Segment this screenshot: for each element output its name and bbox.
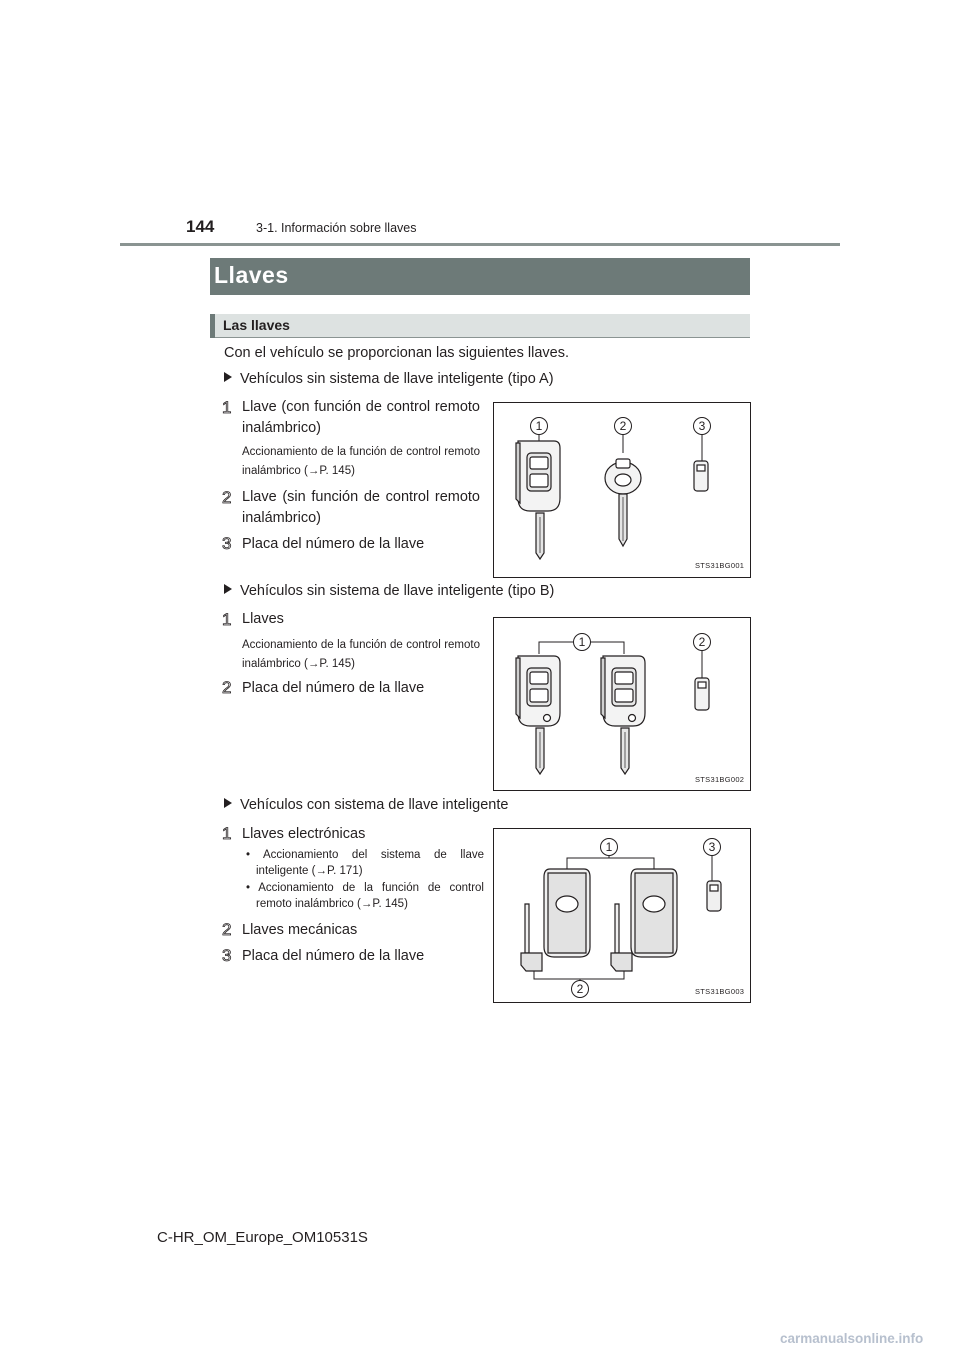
smart-keys-illustration [494, 829, 750, 1002]
bullet-text: Accionamiento del sistema de llave inteligente (→P. 171) [256, 849, 484, 877]
subtitle-band [210, 314, 750, 338]
callout-3: 3 [698, 419, 706, 433]
title-band [210, 258, 750, 295]
number-3-icon [219, 533, 235, 553]
figure-code: STS31BG003 [695, 987, 745, 996]
triangle-bullet-icon [224, 372, 232, 382]
figure-keys-type-a [493, 402, 751, 578]
callout-2: 2 [698, 635, 706, 649]
number-2-icon [219, 677, 235, 697]
group-b-heading-text: Vehículos sin sistema de llave inteligente (tipo B) [240, 583, 555, 599]
group-b-heading [224, 583, 554, 599]
svg-text:2: 2 [222, 488, 232, 507]
svg-text:1: 1 [222, 610, 232, 629]
group-c-item-3: Placa del número de la llave [242, 948, 425, 964]
group-c-item-1: Llaves electrónicas [242, 826, 366, 842]
intro-text: Con el vehículo se proporcionan las siguientes llaves. [224, 345, 569, 361]
document-footer: C-HR_OM_Europe_OM10531S [157, 1229, 368, 1246]
group-a-item-1-note: Accionamiento de la función de control remoto inalámbrico (→P. 145) [242, 446, 480, 477]
callout-2: 2 [576, 982, 584, 996]
number-3-icon [219, 945, 235, 965]
keys-type-b-illustration [494, 618, 750, 790]
triangle-bullet-icon [224, 584, 232, 594]
callout-3: 3 [708, 840, 716, 854]
svg-text:3: 3 [222, 534, 232, 553]
callout-1: 1 [535, 419, 543, 433]
group-a-heading-text: Vehículos sin sistema de llave inteligente (tipo A) [240, 371, 554, 387]
group-c-heading-text: Vehículos con sistema de llave inteligente [240, 797, 509, 813]
number-2-icon [219, 487, 235, 507]
section-title: 3-1. Información sobre llaves [256, 221, 417, 235]
figure-code: STS31BG001 [695, 561, 745, 570]
group-c-item-1-bullet-1: • Accionamiento del sistema de llave inteligente (→P. 171) [246, 849, 484, 877]
group-c-heading [224, 797, 508, 813]
group-a-item-1: Llave (con función de control remoto inalámbrico) [242, 399, 480, 436]
group-a-item-2: Llave (sin función de control remoto inalámbrico) [242, 489, 480, 526]
figure-keys-type-b [493, 617, 751, 791]
callout-1: 1 [605, 840, 613, 854]
watermark: carmanualsonline.info [780, 1331, 924, 1346]
number-1-icon [219, 609, 235, 629]
number-2-icon [219, 919, 235, 939]
subtitle: Las llaves [223, 317, 290, 333]
keys-type-a-illustration [494, 403, 750, 577]
group-a-heading [224, 371, 554, 387]
figure-code: STS31BG002 [695, 775, 745, 784]
subtitle-accent [210, 314, 215, 338]
triangle-bullet-icon [224, 798, 232, 808]
callout-1: 1 [578, 635, 586, 649]
group-b-item-1: Llaves [242, 611, 284, 627]
number-1-icon [219, 823, 235, 843]
group-c-item-1-bullet-2: • Accionamiento de la función de control remoto inalámbrico (→P. 145) [246, 882, 484, 910]
svg-text:2: 2 [222, 678, 232, 697]
number-1-icon [219, 397, 235, 417]
page-title: Llaves [214, 262, 289, 288]
svg-text:2: 2 [222, 920, 232, 939]
svg-text:1: 1 [222, 398, 232, 417]
group-b-item-2: Placa del número de la llave [242, 680, 425, 696]
svg-text:3: 3 [222, 946, 232, 965]
figure-smart-keys [493, 828, 751, 1003]
bullet-text: Accionamiento de la función de control remoto inalámbrico (→P. 145) [256, 882, 484, 910]
svg-text:1: 1 [222, 824, 232, 843]
header-divider [120, 243, 840, 246]
page-number: 144 [186, 217, 215, 236]
group-c-item-2: Llaves mecánicas [242, 922, 358, 938]
group-a-item-3: Placa del número de la llave [242, 536, 425, 552]
callout-2: 2 [619, 419, 627, 433]
group-b-item-1-note: Accionamiento de la función de control remoto inalámbrico (→P. 145) [242, 639, 480, 670]
